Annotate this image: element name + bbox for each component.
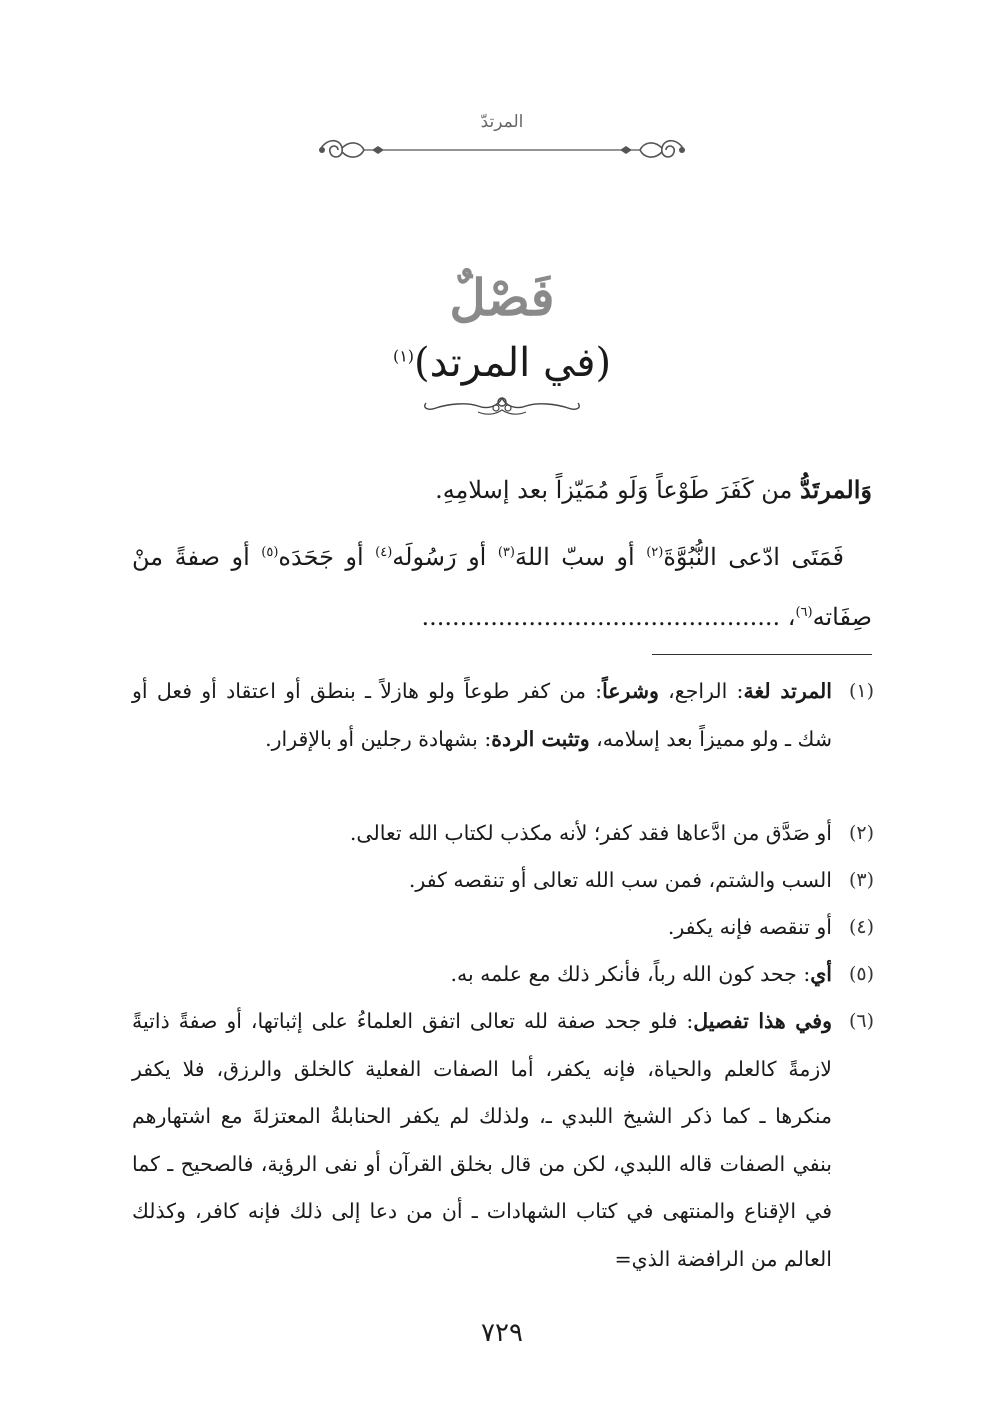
footnote-bold-term: المرتد لغة <box>743 679 832 703</box>
main-paragraph-cases <box>132 525 872 645</box>
main-term: وَالمرتَدُّ <box>800 475 872 504</box>
footnote-text: أو تنقصه فإنه يكفر. <box>667 915 832 939</box>
footnote-5 <box>132 951 874 999</box>
footnote-separator <box>652 654 872 655</box>
footnote-text <box>132 951 832 999</box>
footnote-ref-4: (٤) <box>375 545 393 560</box>
running-title: المرتدّ <box>480 112 524 132</box>
footnote-number: (١) <box>848 680 874 702</box>
footnote-bold-term: وفي هذا تفصيل <box>693 1009 832 1033</box>
footnote-ref-3: (٣) <box>497 545 515 560</box>
header-ornament <box>312 132 692 168</box>
case-text-4: أو جَحَدَه <box>278 543 376 571</box>
footnote-text <box>132 668 832 763</box>
footnote-text: السب والشتم، فمن سب الله تعالى أو تنقصه كفر. <box>408 868 832 892</box>
chapter-subtitle-text: (في المرتد) <box>414 340 612 386</box>
footnote-2 <box>132 810 874 858</box>
page-number: ٧٢٩ <box>481 1318 523 1348</box>
case-text-2: أو سبّ اللهَ <box>514 543 647 571</box>
footnote-span: : بشهادة رجلين أو بالإقرار. <box>265 726 492 751</box>
footnote-ref-6: (٦) <box>795 605 813 620</box>
footnote-number: (٣) <box>848 869 874 891</box>
footnote-span: : فلو جحد صفة لله تعالى اتفق العلماءُ على إثباتها، أو صفةً ذاتيةً لازمةً كالعلم والحياة، فإنه يكفر، أما الصفات الفعلية كالخلق والرزق، فلا يكفر منكرها ـ كما ذكر الشيخ اللبدي ـ، ولذلك لم يكفر الحنابلةُ المعتزلةَ مع اشتهارهم بنفي الصفات قاله اللبدي، لكن من قال بخلق القرآن أو نفى الرؤية، فالصحيح ـ كما في الإقناع والمنتهى في كتاب الشهادات ـ أن من دعا إلى ذلك فإنه كافر، وكذلك العالم من الرافضة الذي= <box>132 1009 832 1271</box>
footnote-number: (٦) <box>848 1010 874 1032</box>
footnote-6 <box>132 998 874 1283</box>
footnote-1 <box>132 668 874 763</box>
footnote-span: : من كفر طوعاً ولو هازلاً ـ بنطق أو اعتقاد أو فعل أو شك ـ ولو مميزاً بعد إسلامه، <box>132 679 832 751</box>
case-text-6: ، <box>780 603 796 631</box>
chapter-subtitle-note: (١) <box>392 346 415 366</box>
footnote-span: : جحد كون الله رباً، فأنكر ذلك مع علمه به. <box>450 962 811 986</box>
footnote-number: (٢) <box>848 822 874 844</box>
footnote-ref-5: (٥) <box>261 545 279 560</box>
title-ornament <box>418 392 586 420</box>
footnote-ref-2: (٢) <box>646 545 664 560</box>
main-paragraph-definition <box>132 462 872 518</box>
case-text-1: فَمَتَى ادّعى النُّبُوَّةَ <box>663 543 845 571</box>
footnote-bold-term: وتثبت الردة <box>491 726 590 751</box>
footnote-bold-term: وشرعاً <box>602 679 659 703</box>
footnote-3 <box>132 857 874 905</box>
footnote-number: (٥) <box>848 963 874 985</box>
continuation-dots: ............................................... <box>421 603 781 631</box>
chapter-subtitle <box>0 340 1004 386</box>
footnote-4 <box>132 904 874 952</box>
case-text-3: أو رَسُولَه <box>392 543 498 571</box>
footnote-bold-term: أي <box>810 962 832 986</box>
footnote-text <box>132 998 832 1283</box>
footnote-span: : الراجع، <box>658 679 744 703</box>
main-definition: من كَفَرَ طَوْعاً وَلَو مُمَيّزاً بعد إسلامِهِ. <box>435 476 801 504</box>
case-text-5: أو صفةً منْ صِفَاته <box>132 543 872 631</box>
footnote-text: أو صَدَّق من ادَّعاها فقد كفر؛ لأنه مكذب لكتاب الله تعالى. <box>349 821 832 845</box>
footnote-number: (٤) <box>848 916 874 938</box>
chapter-label: فَصْلٌ <box>449 268 555 327</box>
